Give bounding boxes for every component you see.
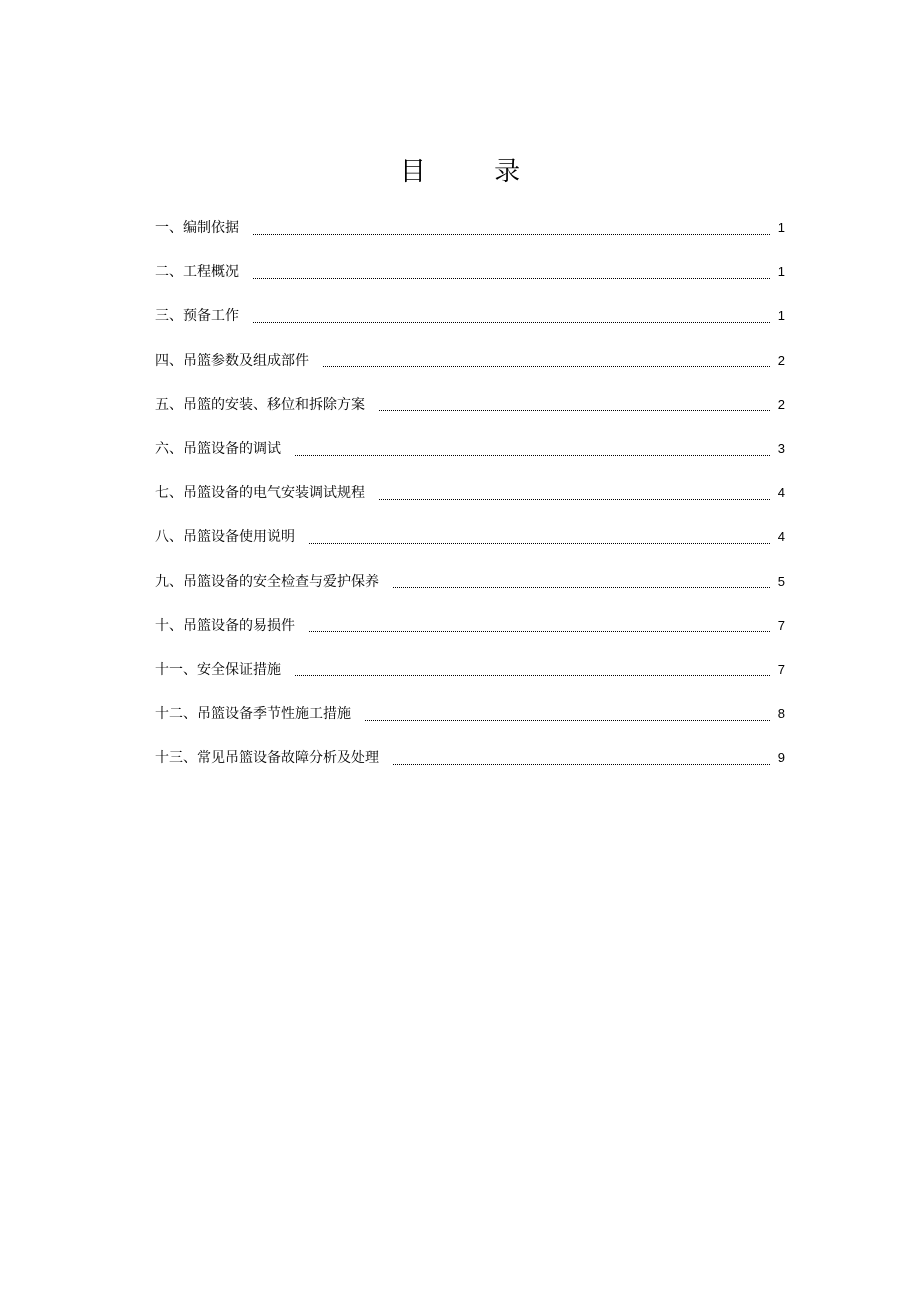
toc-entry-label: 九、吊篮设备的安全检查与爱护保养 bbox=[155, 573, 379, 590]
toc-page-number: 7 bbox=[777, 617, 785, 633]
toc-entry-label: 十二、吊篮设备季节性施工措施 bbox=[155, 706, 351, 723]
toc-entry-5[interactable] bbox=[155, 383, 785, 427]
toc-entry-label: 六、吊篮设备的调试 bbox=[155, 441, 281, 458]
toc-page-number: 9 bbox=[777, 750, 785, 766]
toc-dot-leader bbox=[253, 266, 770, 279]
toc-entry-4[interactable] bbox=[155, 339, 785, 383]
toc-entry-1[interactable] bbox=[155, 206, 785, 250]
toc-entry-label: 十、吊篮设备的易损件 bbox=[155, 617, 295, 634]
toc-dot-leader bbox=[295, 443, 770, 456]
toc-entry-7[interactable] bbox=[155, 471, 785, 515]
toc-entry-10[interactable] bbox=[155, 604, 785, 648]
toc-entry-13[interactable] bbox=[155, 736, 785, 780]
toc-dot-leader bbox=[379, 487, 770, 500]
toc-entry-label: 二、工程概况 bbox=[155, 264, 239, 281]
toc-page-number: 7 bbox=[777, 661, 785, 677]
toc-page-number: 2 bbox=[777, 352, 785, 368]
toc-dot-leader bbox=[365, 708, 770, 721]
toc-page-number: 2 bbox=[777, 396, 785, 412]
toc-entry-label: 七、吊篮设备的电气安装调试规程 bbox=[155, 485, 365, 502]
toc-dot-leader bbox=[393, 575, 770, 588]
toc-entry-8[interactable] bbox=[155, 515, 785, 559]
toc-dot-leader bbox=[379, 398, 770, 411]
toc-entry-label: 十一、安全保证措施 bbox=[155, 661, 281, 678]
toc-page-number: 4 bbox=[777, 485, 785, 501]
toc-dot-leader bbox=[309, 619, 770, 632]
toc-entry-3[interactable] bbox=[155, 294, 785, 338]
toc-dot-leader bbox=[323, 354, 770, 367]
toc-entry-12[interactable] bbox=[155, 692, 785, 736]
toc-dot-leader bbox=[253, 222, 770, 235]
toc-page-number: 1 bbox=[777, 308, 785, 324]
toc-page-number: 4 bbox=[777, 529, 785, 545]
toc-entry-11[interactable] bbox=[155, 648, 785, 692]
toc-entry-label: 三、预备工作 bbox=[155, 308, 239, 325]
toc-entry-2[interactable] bbox=[155, 250, 785, 294]
toc-entry-6[interactable] bbox=[155, 427, 785, 471]
toc-page-number: 8 bbox=[777, 706, 785, 722]
toc-dot-leader bbox=[253, 310, 770, 323]
toc-page-number: 3 bbox=[777, 441, 785, 457]
toc-entry-9[interactable] bbox=[155, 560, 785, 604]
toc-entry-label: 一、编制依据 bbox=[155, 220, 239, 237]
toc-entry-label: 五、吊篮的安装、移位和拆除方案 bbox=[155, 396, 365, 413]
toc-page-number: 5 bbox=[777, 573, 785, 589]
toc-entry-label: 八、吊篮设备使用说明 bbox=[155, 529, 295, 546]
toc-page-number: 1 bbox=[777, 220, 785, 236]
toc-dot-leader bbox=[393, 752, 770, 765]
toc-dot-leader bbox=[309, 531, 770, 544]
toc-page-number: 1 bbox=[777, 264, 785, 280]
toc-entry-label: 四、吊篮参数及组成部件 bbox=[155, 352, 309, 369]
toc-dot-leader bbox=[295, 663, 770, 676]
table-of-contents bbox=[155, 206, 785, 780]
toc-entry-label: 十三、常见吊篮设备故障分析及处理 bbox=[155, 750, 379, 767]
page-title: 目 录 bbox=[399, 157, 551, 187]
